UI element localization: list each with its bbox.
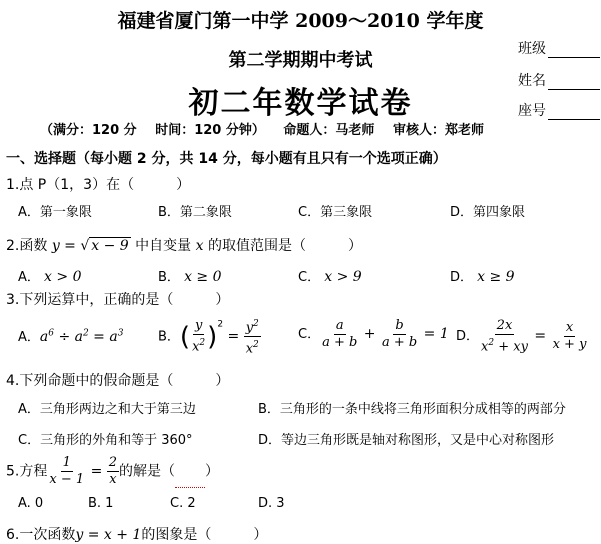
class-label: 班级 <box>518 41 546 57</box>
section-heading: 一、选择题（每小题 2 分，共 14 分，每小题有且只有一个选项正确） <box>6 151 447 167</box>
time-limit: 时间：120 分钟） <box>155 123 265 138</box>
class-blank <box>548 43 600 58</box>
q3-option-d: D． $\frac{2x}{x^2 + xy}$ = $\frac{x}{x + y}$ <box>456 318 587 355</box>
q2-prefix: 2.函数 <box>6 238 48 254</box>
q5-option-a: A. 0 <box>18 496 44 511</box>
question-3: 3.下列运算中，正确的是（ ） <box>6 292 230 308</box>
q6-equation: y = x + 1 <box>75 527 142 543</box>
spellcheck-squiggle <box>175 475 205 488</box>
q2-option-b: B． x ≥ 0 <box>158 269 222 285</box>
q1-option-c: C．第三象限 <box>298 205 373 220</box>
q5-option-d: D. 3 <box>258 496 285 511</box>
reviewer: 审核人：郑老师 <box>392 123 484 138</box>
class-field <box>518 38 600 58</box>
question-5: 5.方程 $\frac{1}{x - 1}$ = $\frac{2}{x}$ 的解是（ ） <box>6 455 220 487</box>
q4-option-a: A．三角形两边之和大于第三边 <box>18 402 196 417</box>
author: 命题人：马老师 <box>283 123 375 138</box>
q2-function: y = <box>51 238 81 254</box>
q1-option-b: B．第二象限 <box>158 205 232 220</box>
name-label: 姓名 <box>518 73 546 89</box>
exam-title: 初二年数学试卷 <box>188 86 413 121</box>
q2-option-c: C． x > 9 <box>298 269 362 285</box>
q3-option-a: A．$a^6 \div a^2 = a^3$ <box>18 328 124 345</box>
q6-prefix: 6.一次函数 <box>6 527 76 543</box>
q2-middle: 中自变量 <box>135 238 192 254</box>
q2-suffix: 的取值范围是（ ） <box>207 238 362 254</box>
seat-label: 座号 <box>518 103 546 119</box>
exam-info <box>40 119 498 138</box>
q5-prefix: 5.方程 <box>6 463 48 480</box>
q2-variable: x <box>195 238 204 254</box>
q2-radicand: x − 9 <box>91 238 129 254</box>
q5-option-c: C. 2 <box>170 496 196 511</box>
q1-option-d: D．第四象限 <box>450 205 526 220</box>
name-field <box>518 70 600 90</box>
seat-blank <box>548 105 600 120</box>
name-blank <box>548 75 600 90</box>
q4-option-c: C．三角形的外角和等于 360° <box>18 433 193 448</box>
exam-term: 第二学期期中考试 <box>228 50 373 71</box>
q2-option-d: D． x ≥ 9 <box>450 269 515 285</box>
question-2: 2.函数 y = √ x − 9 中自变量 x 的取值范围是（ ） <box>6 238 362 254</box>
school-heading: 福建省厦门第一中学 2009～2010 学年度 <box>117 10 484 32</box>
question-6 <box>6 524 267 544</box>
full-score: （满分：120 分 <box>40 123 137 138</box>
q1-option-a: A．第一象限 <box>18 205 92 220</box>
question-4: 4.下列命题中的假命题是（ ） <box>6 373 230 389</box>
seat-field <box>518 100 600 120</box>
q3-option-b: B．( $\frac{y}{x^2}$ )$^2$ = $\frac{y^2}{x^2}$ <box>158 316 261 358</box>
question-1: 1.点 P（1，3）在（ ） <box>6 177 191 193</box>
q3-option-c: C． $\frac{a}{a + b}$ + $\frac{b}{a + b}$ = 1 <box>298 318 449 350</box>
q6-suffix: 的图象是（ ） <box>141 527 268 543</box>
q4-option-b: B．三角形的一条中线将三角形面积分成相等的两部分 <box>258 402 566 417</box>
q4-option-d: D．等边三角形既是轴对称图形，又是中心对称图形 <box>258 433 555 448</box>
q2-option-a: A． x > 0 <box>18 269 82 285</box>
q5-option-b: B. 1 <box>88 496 114 511</box>
q5-suffix: 的解是（ <box>119 463 176 480</box>
